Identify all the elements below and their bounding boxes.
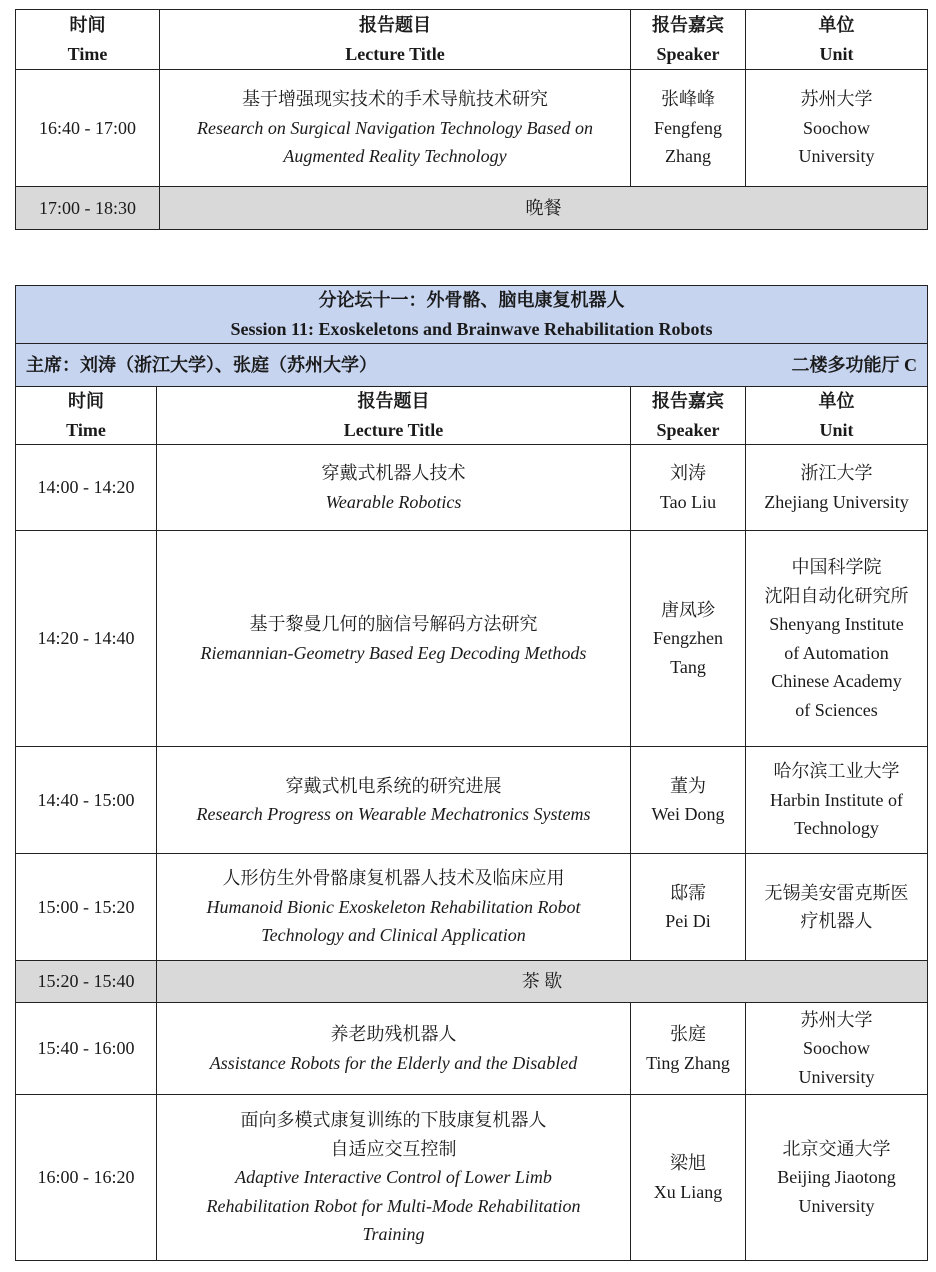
header-speaker: 报告嘉宾 Speaker <box>631 387 746 445</box>
time-cell: 16:00 - 16:20 <box>16 1095 157 1261</box>
session-chairs <box>16 344 928 387</box>
table-row <box>16 445 928 531</box>
header-time: 时间 Time <box>16 387 157 445</box>
table-row <box>16 70 928 187</box>
header-speaker: 报告嘉宾 Speaker <box>631 10 746 70</box>
lecture-title-cell: 穿戴式机电系统的研究进展 Research Progress on Wearable Mechatronics Systems <box>157 747 631 854</box>
time-cell: 14:40 - 15:00 <box>16 747 157 854</box>
schedule-table-evening <box>15 9 928 230</box>
table-header-row <box>16 387 928 445</box>
table-row <box>16 531 928 747</box>
header-title: 报告题目 Lecture Title <box>157 387 631 445</box>
time-cell: 15:40 - 16:00 <box>16 1003 157 1095</box>
chairs-text: 主席：刘涛（浙江大学）、张庭（苏州大学） <box>26 354 377 375</box>
speaker-cell: 刘涛 Tao Liu <box>631 445 746 531</box>
speaker-cell: 张庭 Ting Zhang <box>631 1003 746 1095</box>
break-label: 晚餐 <box>160 187 928 230</box>
lecture-title-cell: 基于黎曼几何的脑信号解码方法研究 Riemannian-Geometry Based Eeg Decoding Methods <box>157 531 631 747</box>
unit-cell: 无锡美安雷克斯医 疗机器人 <box>746 854 928 961</box>
table-row <box>16 747 928 854</box>
unit-cell: 哈尔滨工业大学 Harbin Institute of Technology <box>746 747 928 854</box>
table-header-row <box>16 10 928 70</box>
lecture-title-cell: 人形仿生外骨骼康复机器人技术及临床应用 Humanoid Bionic Exoskeleton Rehabilitation Robot Technology and Clinical Application <box>157 854 631 961</box>
time-cell: 17:00 - 18:30 <box>16 187 160 230</box>
unit-cell: 苏州大学 Soochow University <box>746 1003 928 1095</box>
table-row <box>16 1095 928 1261</box>
unit-cell: 中国科学院 沈阳自动化研究所 Shenyang Institute of Automation Chinese Academy of Sciences <box>746 531 928 747</box>
table-row <box>16 1003 928 1095</box>
room-text: 二楼多功能厅 C <box>791 354 918 375</box>
break-row-dinner <box>16 187 928 230</box>
unit-cell: 苏州大学 Soochow University <box>746 70 928 187</box>
lecture-title-cell: 养老助残机器人 Assistance Robots for the Elderly and the Disabled <box>157 1003 631 1095</box>
break-label: 茶 歇 <box>157 961 928 1003</box>
table-row <box>16 854 928 961</box>
time-cell: 15:00 - 15:20 <box>16 854 157 961</box>
schedule-table-session-11 <box>15 285 928 1261</box>
header-title: 报告题目 Lecture Title <box>160 10 631 70</box>
header-unit: 单位 Unit <box>746 387 928 445</box>
lecture-title-cell: 穿戴式机器人技术 Wearable Robotics <box>157 445 631 531</box>
speaker-cell: 邸霈 Pei Di <box>631 854 746 961</box>
header-time: 时间 Time <box>16 10 160 70</box>
session-chair-row <box>16 344 928 387</box>
unit-cell: 浙江大学 Zhejiang University <box>746 445 928 531</box>
unit-cell: 北京交通大学 Beijing Jiaotong University <box>746 1095 928 1261</box>
speaker-cell: 张峰峰 Fengfeng Zhang <box>631 70 746 187</box>
time-cell: 15:20 - 15:40 <box>16 961 157 1003</box>
speaker-cell: 梁旭 Xu Liang <box>631 1095 746 1261</box>
time-cell: 16:40 - 17:00 <box>16 70 160 187</box>
header-unit: 单位 Unit <box>746 10 928 70</box>
speaker-cell: 唐凤珍 Fengzhen Tang <box>631 531 746 747</box>
time-cell: 14:20 - 14:40 <box>16 531 157 747</box>
break-row-tea <box>16 961 928 1003</box>
speaker-cell: 董为 Wei Dong <box>631 747 746 854</box>
lecture-title-cell: 基于增强现实技术的手术导航技术研究 Research on Surgical Navigation Technology Based on Augmented Reality Technology <box>160 70 631 187</box>
session-title: 分论坛十一：外骨骼、脑电康复机器人 Session 11: Exoskeletons and Brainwave Rehabilitation Robots <box>16 286 928 344</box>
lecture-title-cell: 面向多模式康复训练的下肢康复机器人 自适应交互控制 Adaptive Interactive Control of Lower Limb Rehabilitation Robot for Multi-Mode Rehabilitation Training <box>157 1095 631 1261</box>
time-cell: 14:00 - 14:20 <box>16 445 157 531</box>
session-title-row <box>16 286 928 344</box>
